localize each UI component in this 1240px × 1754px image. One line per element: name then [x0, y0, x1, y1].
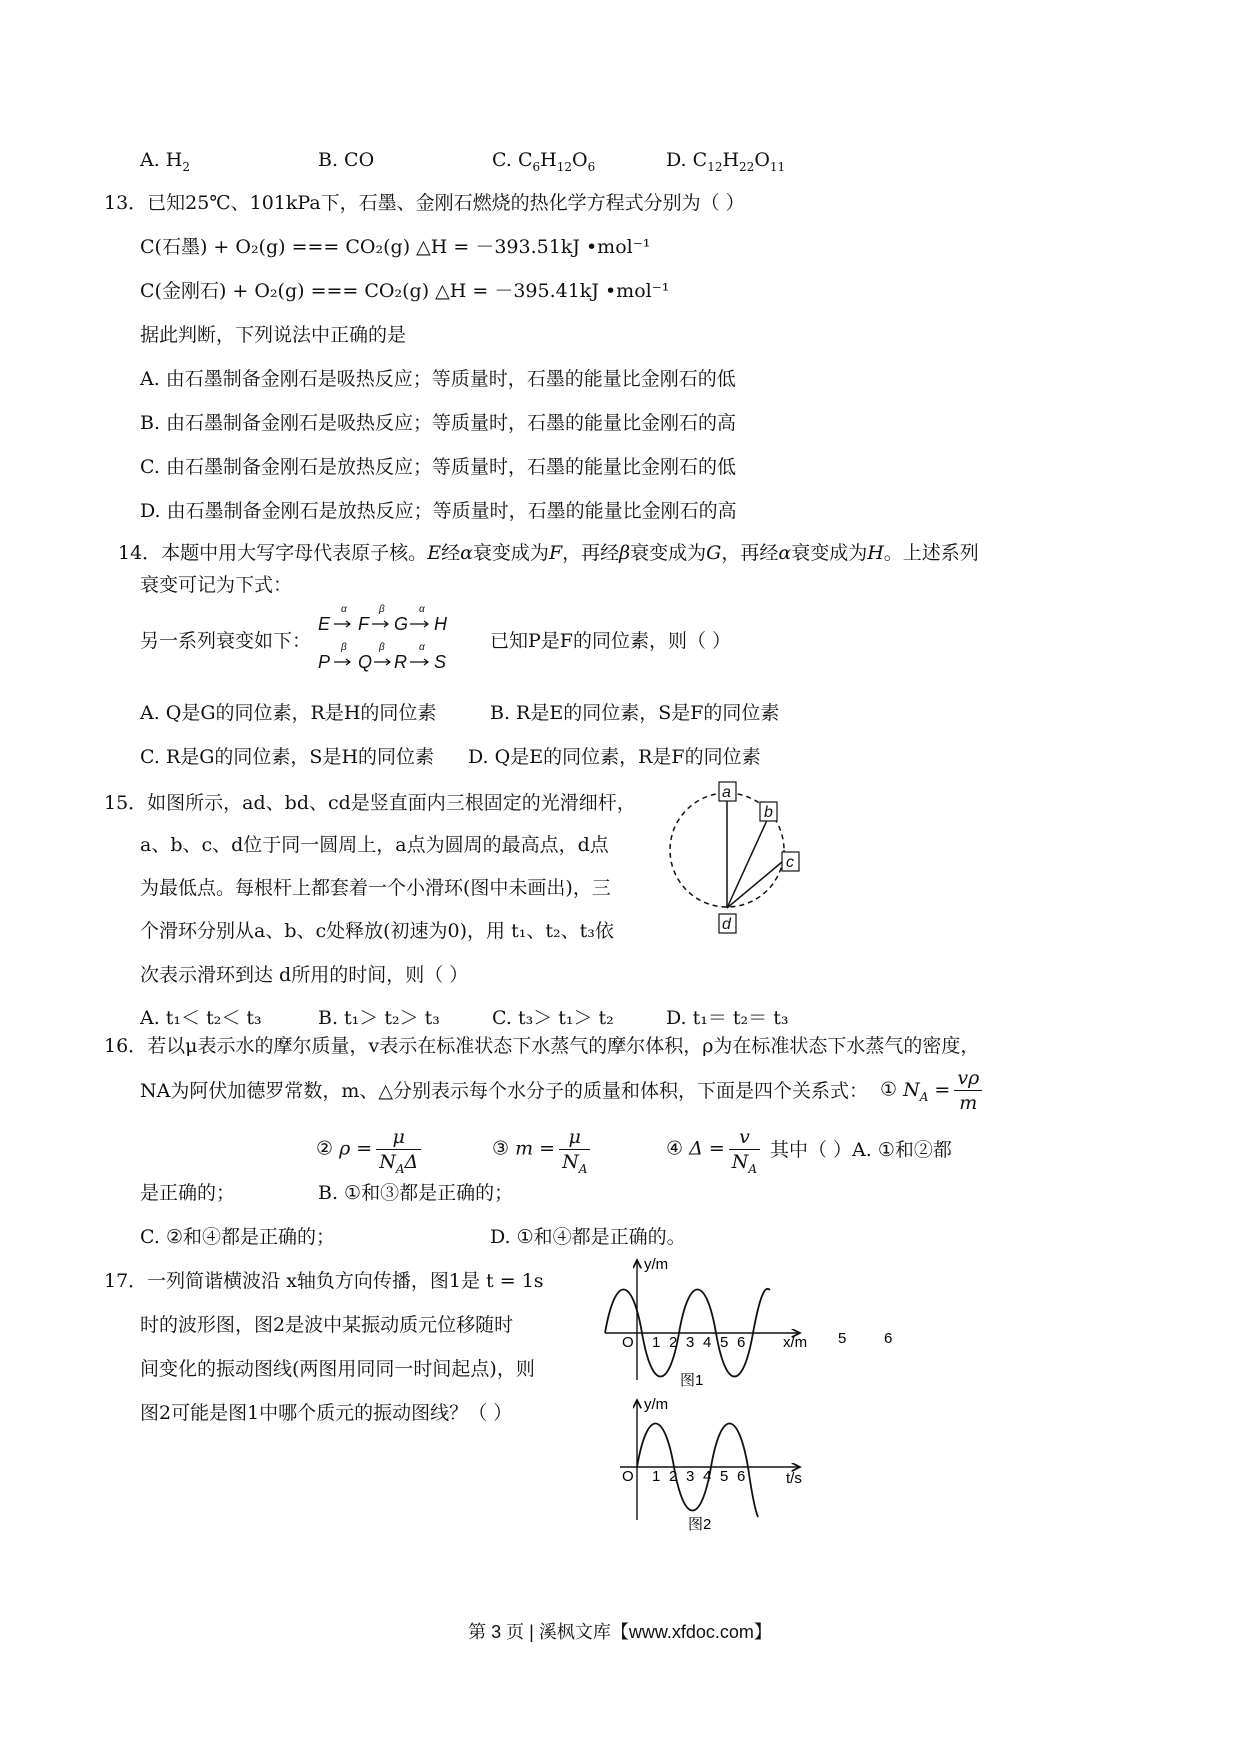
q12-option-c: C. $C_6H_{12}O_6$ — [492, 149, 596, 174]
svg-text:Q: Q — [358, 652, 373, 672]
fig2-tick: 4 — [703, 1468, 712, 1485]
svg-text:H: H — [434, 614, 447, 634]
fig1-extra-5: 5 — [838, 1330, 847, 1347]
q14-option-d: D. Q是E的同位素，R是F的同位素 — [468, 746, 761, 768]
fig1-tick: 2 — [669, 1334, 678, 1351]
q14-stem-line2: 衰变可记为下式： — [140, 574, 293, 596]
fig1-tick: 3 — [686, 1334, 695, 1351]
q17-line-1: 17．一列简谐横波沿 x轴负方向传播，图1是 t = 1s — [104, 1270, 544, 1292]
q15-option-d: D. t₁＝ t₂＝ t₃ — [666, 1007, 789, 1029]
q16-line-1: 16．若以μ表示水的摩尔质量，v表示在标准状态下水蒸气的摩尔体积，ρ为在标准状态下水蒸气的密度， — [104, 1035, 980, 1057]
fig1-tick: 1 — [652, 1334, 661, 1351]
q15-circle-figure — [660, 780, 810, 940]
fig1-tick: 6 — [737, 1334, 746, 1351]
page-footer: 第 3 页 | 溪枫文库【www.xfdoc.com】 — [468, 1622, 772, 1642]
q13-option-d: D. 由石墨制备金刚石是放热反应；等质量时，石墨的能量比金刚石的高 — [140, 500, 737, 522]
q17-line-4: 图2可能是图1中哪个质元的振动图线？（ ） — [140, 1402, 513, 1424]
svg-text:β: β — [379, 604, 385, 615]
fig2-tick: 3 — [686, 1468, 695, 1485]
q17-line-2: 时的波形图，图2是波中某振动质元位移随时 — [140, 1314, 514, 1336]
q13-option-b: B. 由石墨制备金刚石是吸热反应；等质量时，石墨的能量比金刚石的高 — [140, 412, 737, 434]
decay-chain-diagram — [312, 600, 472, 675]
svg-text:E: E — [318, 614, 331, 634]
formula-3: ③ m = $\frac{\mu}{N_A}$ — [492, 1125, 594, 1174]
fig1-tick-labels — [652, 1334, 745, 1351]
svg-text:P: P — [318, 652, 331, 672]
fig1-origin: O — [622, 1334, 634, 1351]
q14-stem: 14．本题中用大写字母代表原子核。E经α衰变成为F，再经β衰变成为G，再经α衰变成为H。上述系列 — [118, 542, 979, 564]
fig1-ylabel: y/m — [644, 1256, 669, 1273]
q14-option-a: A. Q是G的同位素，R是H的同位素 — [140, 702, 437, 724]
q14-option-c: C. R是G的同位素，S是H的同位素 — [140, 746, 435, 768]
fig2-xlabel: t/s — [786, 1470, 802, 1487]
fig2-tick: 1 — [652, 1468, 661, 1485]
svg-text:α: α — [419, 642, 425, 653]
q15-option-a: A. t₁＜ t₂＜ t₃ — [140, 1007, 262, 1029]
q14-option-b: B. R是E的同位素，S是F的同位素 — [490, 702, 780, 724]
q12-option-d: D. $C_{12}H_{22}O_{11}$ — [666, 149, 786, 174]
q15-line-5: 次表示滑环到达 d所用的时间，则（ ） — [140, 964, 469, 986]
svg-text:F: F — [358, 614, 369, 634]
fig2-origin: O — [622, 1468, 634, 1485]
q16-line-4b: B. ①和③都是正确的； — [318, 1182, 514, 1204]
fig2-ylabel: y/m — [644, 1396, 669, 1413]
formula-2: ② ρ = $\frac{\mu}{N_A\Delta}$ — [316, 1125, 425, 1174]
q12-option-a: A. $H_2$ — [140, 149, 191, 174]
q17-line-3: 间变化的振动图线(两图用同同一时间起点)，则 — [140, 1358, 535, 1380]
fig1-tick: 4 — [703, 1334, 712, 1351]
q15-option-b: B. t₁＞ t₂＞ t₃ — [318, 1007, 440, 1029]
svg-text:S: S — [434, 652, 447, 672]
q13-equation-2: C(金刚石) + O₂(g) === CO₂(g) △H = －395.41kJ •mol⁻¹ — [140, 280, 670, 302]
label-a: a — [722, 784, 731, 801]
q13-option-c: C. 由石墨制备金刚石是放热反应；等质量时，石墨的能量比金刚石的低 — [140, 456, 736, 478]
fig1-xlabel: x/m — [783, 1334, 808, 1351]
q16-line-2: NA为阿伏加德罗常数，m、△分别表示每个水分子的质量和体积，下面是四个关系式： — [140, 1080, 868, 1102]
q14-prefix: 另一系列衰变如下： — [140, 630, 312, 652]
q16-option-c: C. ②和④都是正确的； — [140, 1226, 335, 1248]
fig2-tick: 6 — [737, 1468, 746, 1485]
fig1-caption: 图1 — [680, 1372, 704, 1389]
q15-line-3: 为最低点。每根杆上都套着一个小滑环(图中未画出)，三 — [140, 877, 611, 899]
fig2-caption: 图2 — [688, 1516, 712, 1533]
fig2-tick: 2 — [669, 1468, 678, 1485]
q15-option-c: C. t₃＞ t₁＞ t₂ — [492, 1007, 614, 1029]
q16-tail: 其中（ ）A. ①和②都 — [770, 1139, 952, 1161]
label-d: d — [722, 916, 731, 933]
q16-option-d: D. ①和④都是正确的。 — [490, 1226, 686, 1248]
q15-line-2: a、b、c、d位于同一圆周上，a点为圆周的最高点，d点 — [140, 834, 609, 856]
q13-equation-1: C(石墨) + O₂(g) === CO₂(g) △H = －393.51kJ •mol⁻¹ — [140, 236, 651, 258]
formula-4: ④ Δ = $\frac{v}{N_A}$ — [666, 1125, 764, 1174]
fig2-tick-labels — [652, 1468, 745, 1485]
svg-text:R: R — [394, 652, 407, 672]
q15-line-4: 个滑环分别从a、b、c处释放(初速为0)，用 t₁、t₂、t₃依 — [140, 920, 614, 942]
q12-option-b: B. CO — [318, 149, 375, 171]
label-b: b — [764, 804, 773, 821]
svg-text:α: α — [419, 604, 425, 615]
svg-text:β: β — [341, 642, 347, 653]
q16-line-4a: 是正确的； — [140, 1182, 236, 1204]
label-c: c — [786, 854, 794, 871]
svg-text:α: α — [341, 604, 347, 615]
fig1-tick: 5 — [720, 1334, 729, 1351]
q13-option-a: A. 由石墨制备金刚石是吸热反应；等质量时，石墨的能量比金刚石的低 — [140, 368, 736, 390]
wave-figure-2 — [600, 1395, 820, 1535]
fig2-tick: 5 — [720, 1468, 729, 1485]
q13-stem: 13．已知25℃、101kPa下，石墨、金刚石燃烧的热化学方程式分别为（ ） — [104, 192, 745, 214]
q15-line-1: 15．如图所示，ad、bd、cd是竖直面内三根固定的光滑细杆， — [104, 792, 636, 814]
q13-prompt: 据此判断，下列说法中正确的是 — [140, 324, 407, 346]
svg-text:β: β — [379, 642, 385, 653]
fig1-extra-6: 6 — [884, 1330, 893, 1347]
svg-text:G: G — [394, 614, 409, 634]
q14-suffix: 已知P是F的同位素，则（ ） — [490, 630, 732, 652]
formula-1: ① $N_A$ = $\frac{v\rho}{m}$ — [880, 1066, 986, 1115]
wave-figure-1 — [600, 1255, 920, 1395]
